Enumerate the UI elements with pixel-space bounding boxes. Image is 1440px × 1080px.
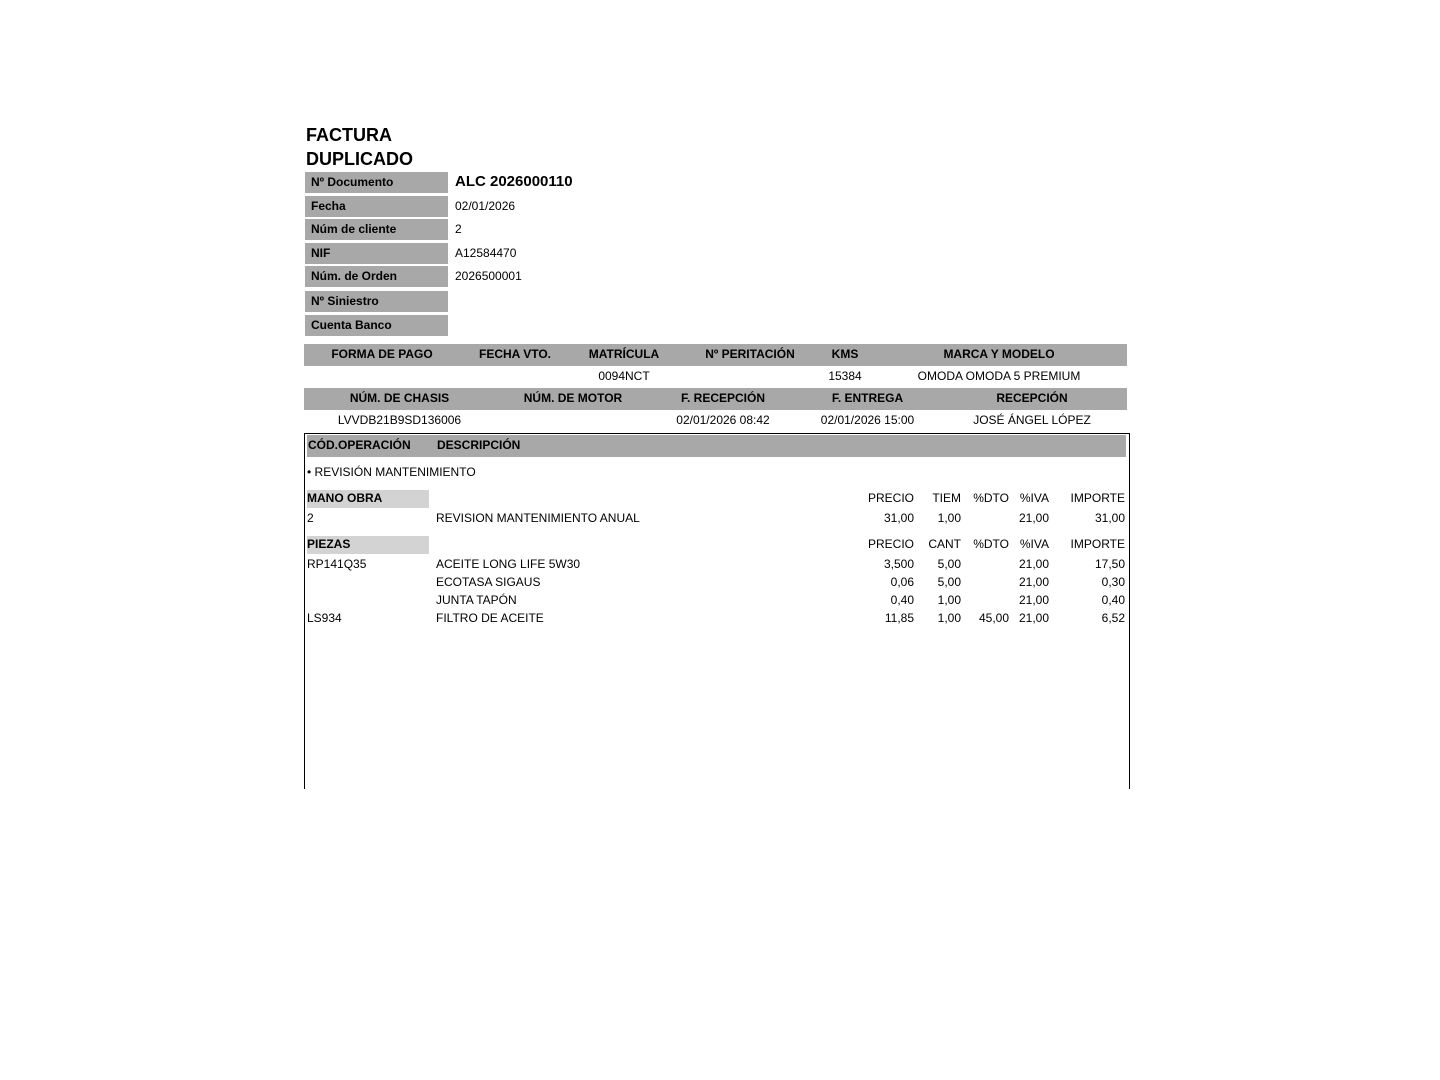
vehicle-values-row — [304, 367, 1127, 387]
col-make-model: MARCA Y MODELO — [943, 347, 1055, 361]
val-reception: JOSÉ ÁNGEL LÓPEZ — [973, 413, 1091, 427]
val-reception-date: 02/01/2026 08:42 — [676, 413, 770, 427]
row-price: 0,06 — [890, 575, 914, 589]
row-description: JUNTA TAPÓN — [436, 593, 517, 607]
value-order-number: 2026500001 — [455, 269, 522, 283]
col-engine: NÚM. DE MOTOR — [523, 391, 623, 405]
parts-col-price: PRECIO — [867, 537, 914, 551]
value-document-number: ALC 2026000110 — [455, 173, 573, 190]
col-operation-code: CÓD.OPERACIÓN — [308, 438, 411, 452]
label-order-number: Núm. de Orden — [305, 266, 448, 288]
row-vat: 21,00 — [1018, 593, 1049, 607]
label-bank-account: Cuenta Banco — [305, 315, 448, 337]
label-client-number: Núm de cliente — [305, 219, 448, 241]
value-client-number: 2 — [455, 222, 462, 236]
row-vat: 21,00 — [1018, 611, 1049, 625]
parts-col-discount: %DTO — [973, 537, 1009, 551]
row-description: REVISION MANTENIMIENTO ANUAL — [436, 511, 640, 525]
lines-header — [307, 435, 1126, 457]
label-date: Fecha — [305, 196, 448, 218]
parts-col-amount: IMPORTE — [1070, 537, 1125, 551]
labor-col-time: TIEM — [932, 491, 961, 505]
row-qty: 1,00 — [937, 611, 961, 625]
row-price: 0,40 — [890, 593, 914, 607]
document-subtitle: DUPLICADO — [306, 149, 413, 169]
parts-col-vat: %IVA — [1019, 537, 1049, 551]
row-amount: 0,40 — [1101, 593, 1125, 607]
val-chassis: LVVDB21B9SD136006 — [337, 413, 462, 427]
col-delivery-date: F. ENTREGA — [831, 391, 904, 405]
row-code: 2 — [307, 511, 314, 525]
val-make-model: OMODA OMODA 5 PREMIUM — [917, 369, 1081, 383]
col-description: DESCRIPCIÓN — [437, 438, 521, 452]
val-delivery-date: 02/01/2026 15:00 — [820, 413, 915, 427]
row-amount: 31,00 — [1094, 511, 1125, 525]
value-nif: A12584470 — [455, 246, 517, 260]
row-price: 11,85 — [884, 611, 914, 625]
col-appraisal: Nº PERITACIÓN — [705, 347, 795, 361]
row-price: 31,00 — [883, 511, 914, 525]
row-amount: 6,52 — [1101, 611, 1125, 625]
col-due-date: FECHA VTO. — [478, 347, 551, 361]
row-vat: 21,00 — [1018, 575, 1049, 589]
labor-col-price: PRECIO — [867, 491, 914, 505]
val-kms: 15384 — [828, 369, 862, 383]
val-plate: 0094NCT — [598, 369, 650, 383]
section-labor: MANO OBRA — [307, 490, 429, 508]
parts-col-qty: CANT — [928, 537, 961, 551]
row-qty: 1,00 — [937, 593, 961, 607]
col-kms: KMS — [831, 347, 859, 361]
col-reception-date: F. RECEPCIÓN — [680, 391, 765, 405]
labor-col-vat: %IVA — [1019, 491, 1049, 505]
row-amount: 0,30 — [1101, 575, 1125, 589]
operation-title: • REVISIÓN MANTENIMIENTO — [307, 465, 476, 479]
label-nif: NIF — [305, 243, 448, 265]
row-price: 3,500 — [883, 557, 914, 571]
col-reception: RECEPCIÓN — [996, 391, 1068, 405]
value-date: 02/01/2026 — [455, 199, 516, 213]
label-document-number: Nº Documento — [305, 172, 448, 194]
row-vat: 21,00 — [1018, 557, 1049, 571]
labor-col-discount: %DTO — [973, 491, 1009, 505]
label-claim-number: Nº Siniestro — [305, 291, 448, 313]
row-amount: 17,50 — [1094, 557, 1125, 571]
row-description: FILTRO DE ACEITE — [436, 611, 544, 625]
row-qty: 5,00 — [937, 575, 961, 589]
labor-col-amount: IMPORTE — [1070, 491, 1125, 505]
row-code: RP141Q35 — [307, 557, 367, 571]
col-chassis: NÚM. DE CHASIS — [349, 391, 450, 405]
invoice-lines-box — [304, 433, 1130, 789]
chassis-values-row — [304, 411, 1127, 431]
col-plate: MATRÍCULA — [588, 347, 660, 361]
row-vat: 21,00 — [1018, 511, 1049, 525]
vehicle-header-band — [304, 344, 1127, 366]
row-discount: 45,00 — [978, 611, 1009, 625]
document-title: FACTURA — [306, 125, 392, 145]
row-code: LS934 — [307, 611, 342, 625]
row-description: ECOTASA SIGAUS — [436, 575, 541, 589]
row-qty: 1,00 — [937, 511, 961, 525]
section-parts: PIEZAS — [307, 536, 429, 554]
row-description: ACEITE LONG LIFE 5W30 — [436, 557, 581, 571]
row-qty: 5,00 — [937, 557, 961, 571]
col-payment-method: FORMA DE PAGO — [331, 347, 433, 361]
chassis-header-band — [304, 388, 1127, 410]
